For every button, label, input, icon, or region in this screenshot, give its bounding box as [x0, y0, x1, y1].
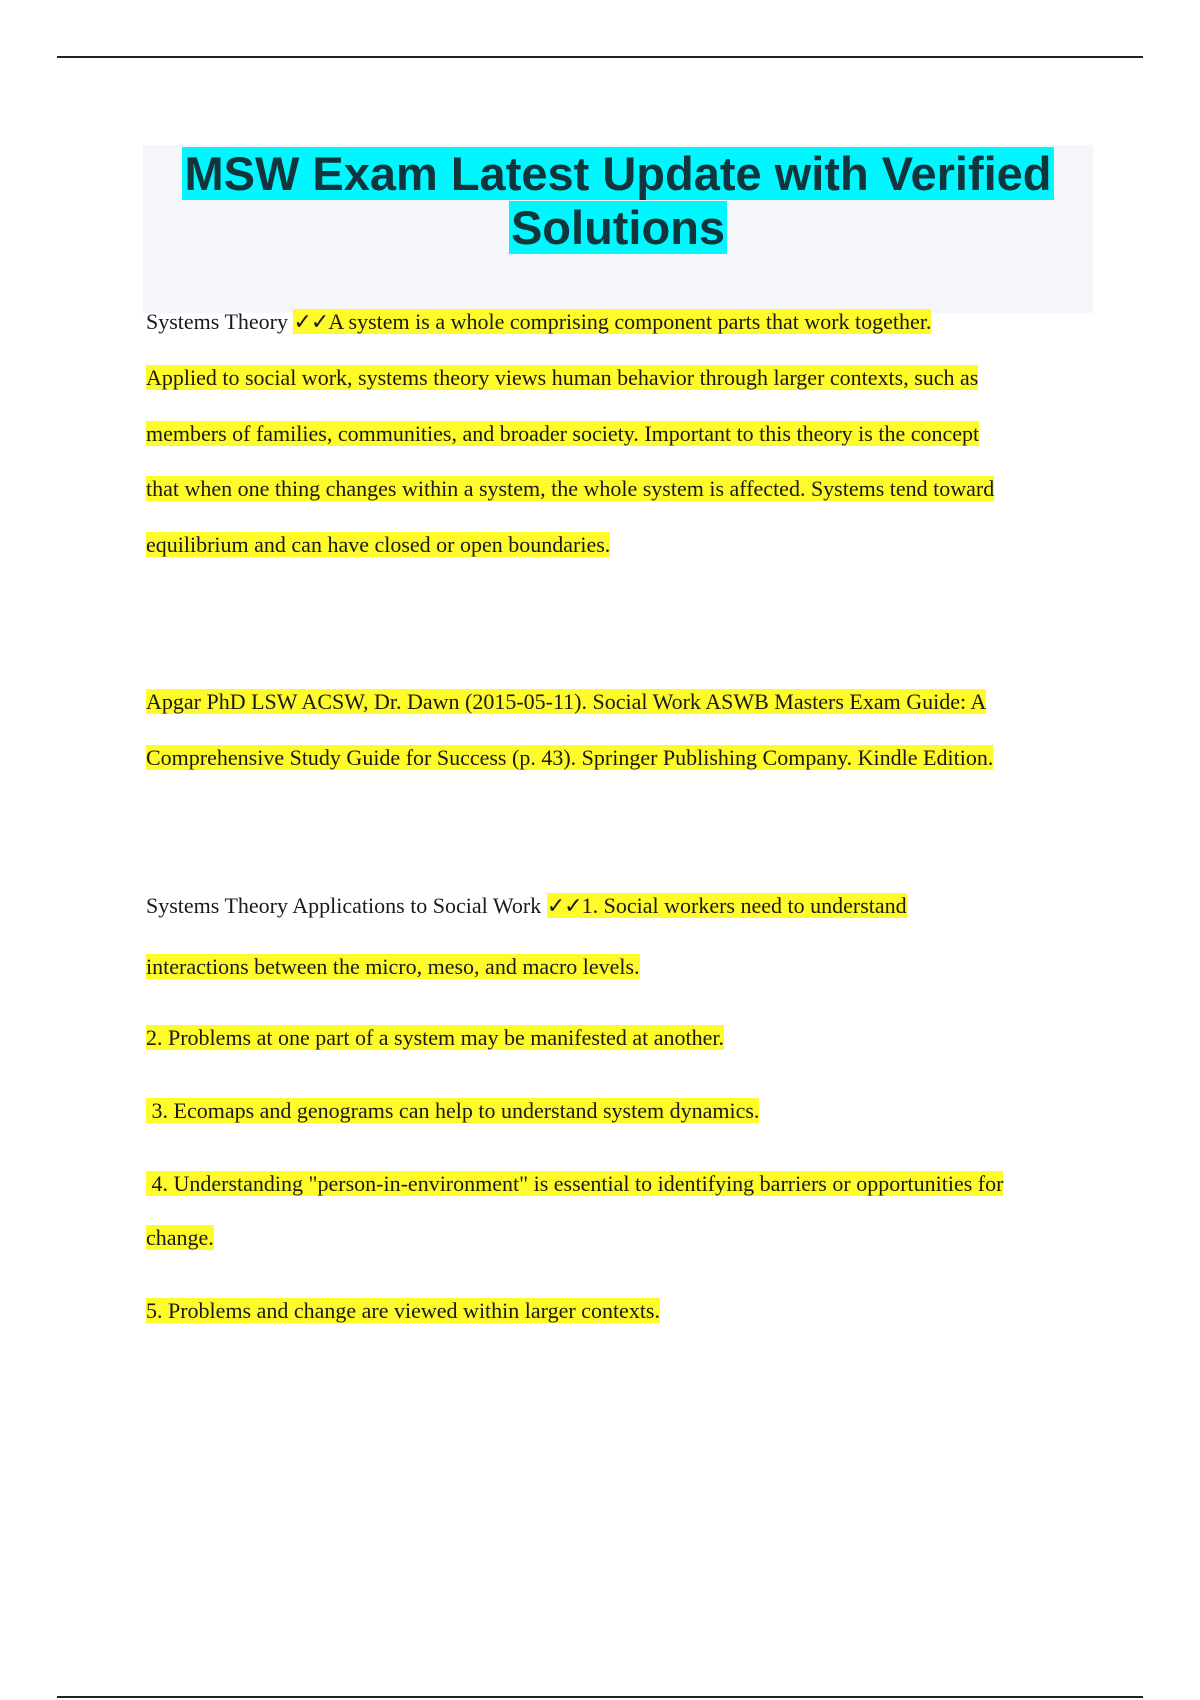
entry-1-line — [146, 420, 979, 448]
list-item-5 — [146, 1297, 660, 1325]
citation-text: Comprehensive Study Guide for Success (p. 43). Springer Publishing Company. Kindle Edition. — [146, 745, 994, 770]
entry-1-term: Systems Theory — [146, 309, 294, 334]
citation-text: Apgar PhD LSW ACSW, Dr. Dawn (2015-05-11). Social Work ASWB Masters Exam Guide: A — [146, 689, 987, 714]
entry-2-term: Systems Theory Applications to Social Work — [146, 893, 547, 918]
header-rule — [57, 56, 1143, 58]
entry-1-text: A system is a whole comprising component parts that work together. — [328, 309, 932, 334]
entry-1-text: that when one thing changes within a system, the whole system is affected. Systems tend toward — [146, 476, 995, 501]
entry-2-first-line — [146, 892, 907, 921]
title-line-1: MSW Exam Latest Update with Verified — [184, 147, 1052, 200]
list-item-text: 5. Problems and change are viewed within larger contexts. — [146, 1298, 660, 1323]
document-title — [143, 145, 1093, 255]
checkmark-icon: ✓✓ — [546, 894, 582, 919]
entry-2-text: interactions between the micro, meso, and macro levels. — [146, 954, 640, 979]
entry-1-line — [146, 364, 978, 392]
entry-1-text: equilibrium and can have closed or open boundaries. — [146, 532, 611, 557]
list-item-text: 2. Problems at one part of a system may be manifested at another. — [146, 1025, 724, 1050]
list-item-text: 3. Ecomaps and genograms can help to understand system dynamics. — [146, 1098, 760, 1123]
list-item-4-cont — [146, 1224, 214, 1252]
entry-2-line — [146, 953, 640, 981]
citation-line — [146, 688, 986, 716]
footer-rule — [57, 1696, 1143, 1698]
checkmark-icon: ✓✓ — [293, 310, 329, 335]
list-item-text: change. — [146, 1225, 214, 1250]
entry-2-text: 1. Social workers need to understand — [581, 893, 907, 918]
title-block — [143, 145, 1093, 313]
entry-1-line — [146, 475, 994, 503]
list-item-3 — [146, 1097, 759, 1125]
title-line-2: Solutions — [510, 201, 726, 254]
entry-1-first-line — [146, 308, 931, 337]
list-item-2 — [146, 1024, 724, 1052]
list-item-text: 4. Understanding "person-in-environment" is essential to identifying barriers or opportunities for — [146, 1171, 1004, 1196]
citation-line — [146, 744, 993, 772]
entry-1-text: Applied to social work, systems theory views human behavior through larger contexts, such as — [146, 365, 979, 390]
list-item-4 — [146, 1170, 1003, 1198]
entry-1-line — [146, 531, 610, 559]
entry-1-text: members of families, communities, and broader society. Important to this theory is the concept — [146, 421, 980, 446]
